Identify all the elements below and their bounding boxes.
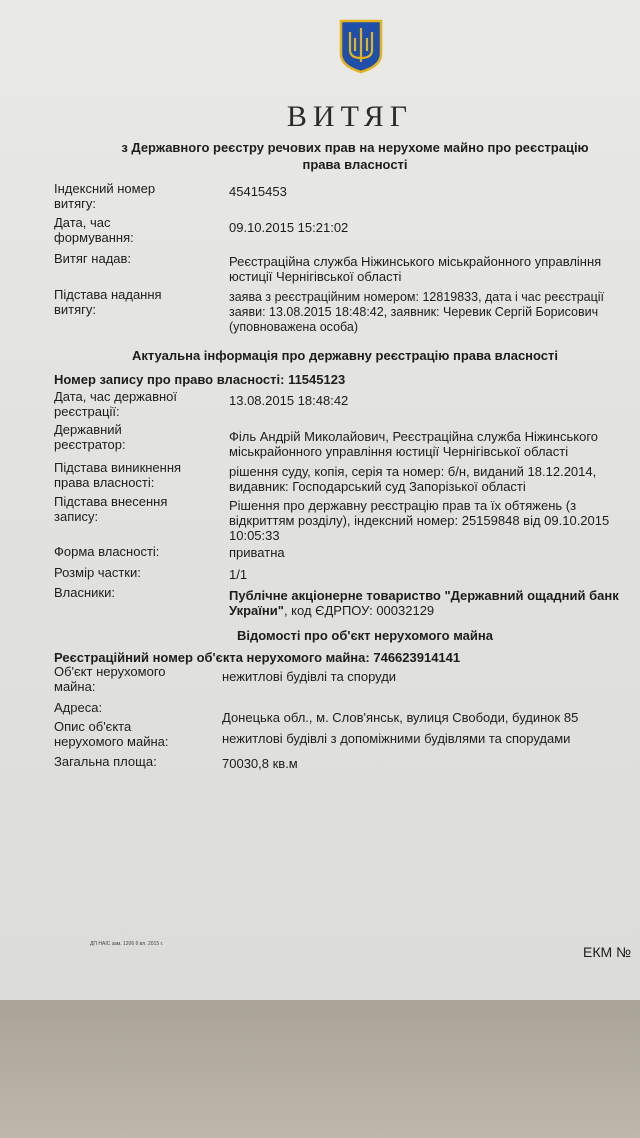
field-value-owners xyxy=(229,588,619,618)
field-value-index-number: 45415453 xyxy=(229,184,287,199)
field-label-grounds: Підстава надання витягу: xyxy=(54,287,162,317)
field-label-ownership-form: Форма власності: xyxy=(54,544,160,559)
document-title: ВИТЯГ xyxy=(286,100,414,133)
field-value-total-area: 70030,8 кв.м xyxy=(222,756,298,771)
field-label-description: Опис об'єкта нерухомого майна: xyxy=(54,719,169,749)
field-value-ownership-basis: рішення суду, копія, серія та номер: б/н, виданий 18.12.2014, видавник: Господарський суд Запорізької області xyxy=(229,464,597,494)
field-label-address: Адреса: xyxy=(54,700,103,715)
property-reg-number: 746623914141 xyxy=(373,650,461,665)
field-value-property-object: нежитлові будівлі та споруди xyxy=(222,669,397,684)
property-reg-label: Реєстраційний номер об'єкта нерухомого майна: xyxy=(54,650,370,665)
form-code: ДП НАІС зам. 1206 б вл. 2015 г. xyxy=(90,941,164,947)
property-reg-line xyxy=(54,650,460,665)
owner-name: Публічне акціонерне товариство "Державний ощадний банк України" xyxy=(229,588,619,618)
field-value-ownership-form: приватна xyxy=(229,545,285,560)
field-label-property-object: Об'єкт нерухомого майна: xyxy=(54,664,166,694)
field-label-registration-date: Дата, час державної реєстрації: xyxy=(54,389,178,419)
field-label-index-number: Індексний номер витягу: xyxy=(54,181,156,211)
field-label-total-area: Загальна площа: xyxy=(54,754,157,769)
record-number-line xyxy=(54,372,345,387)
field-value-address: Донецька обл., м. Слов'янськ, вулиця Свободи, будинок 85 xyxy=(222,710,579,725)
field-value-grounds: заява з реєстраційним номером: 12819833, дата і час реєстрації заяви: 13.08.2015 18:48:42, заявник: Черевик Сергій Борисович (уповноважена особа) xyxy=(229,290,605,334)
field-label-registrar: Державний реєстратор: xyxy=(54,422,126,452)
document-subtitle: з Державного реєстру речових прав на нерухоме майно про реєстрацію права власності xyxy=(121,140,589,172)
field-value-issued-by: Реєстраційна служба Ніжинського міськрайонного управління юстиції Чернігівської області xyxy=(229,254,602,284)
field-label-owners: Власники: xyxy=(54,585,115,600)
field-label-formation-date: Дата, час формування: xyxy=(54,215,134,245)
field-label-entry-basis: Підстава внесення запису: xyxy=(54,494,168,524)
background-surface xyxy=(0,1000,640,1138)
field-value-description: нежитлові будівлі з допоміжними будівлями та спорудами xyxy=(222,731,571,746)
field-label-issued-by: Витяг надав: xyxy=(54,251,132,266)
field-label-ownership-basis: Підстава виникнення права власності: xyxy=(54,460,182,490)
record-label: Номер запису про право власності: xyxy=(54,372,285,387)
section-heading-registration: Актуальна інформація про державну реєстрацію права власності xyxy=(131,348,559,363)
field-value-share-size: 1/1 xyxy=(229,567,248,582)
coat-of-arms-icon xyxy=(338,18,384,74)
field-value-formation-date: 09.10.2015 15:21:02 xyxy=(229,220,349,235)
record-number: 11545123 xyxy=(288,372,346,387)
field-value-registrar: Філь Андрій Миколайович, Реєстраційна служба Ніжинського міськрайонного управління юстиції Чернігівської області xyxy=(229,429,599,459)
field-label-share-size: Розмір частки: xyxy=(54,565,141,580)
section-heading-property: Відомості про об'єкт нерухомого майна xyxy=(237,628,493,643)
field-value-entry-basis: Рішення про державну реєстрацію прав та їх обтяжень (з відкриттям розділу), індексний номер: 25159848 від 09.10.2015 10:05:33 xyxy=(229,498,610,543)
ekm-label: ЕКМ № xyxy=(583,944,632,960)
owner-code: , код ЄДРПОУ: 00032129 xyxy=(283,603,435,618)
field-value-registration-date: 13.08.2015 18:48:42 xyxy=(229,393,349,408)
